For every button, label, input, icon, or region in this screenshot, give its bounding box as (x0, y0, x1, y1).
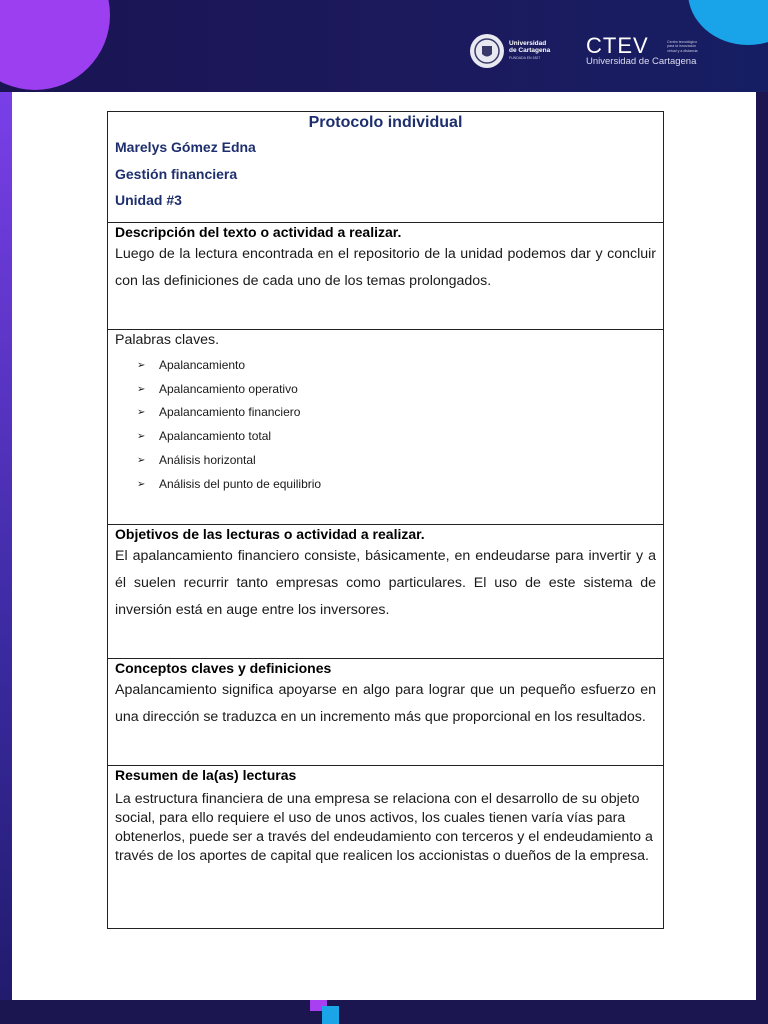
description-section (108, 223, 664, 330)
description-title: Descripción del texto o actividad a realizar. (115, 224, 402, 240)
unit-label: Unidad #3 (115, 192, 182, 208)
university-logo (470, 32, 550, 70)
university-name-line2: de Cartagena (509, 47, 551, 55)
purple-shape (0, 0, 110, 90)
keywords-list (115, 354, 656, 496)
protocol-table (107, 111, 664, 929)
concepts-title: Conceptos claves y definiciones (115, 660, 332, 676)
university-founded: FUNDADA EN 1827 (509, 55, 541, 60)
ctev-wordmark: CTEV (586, 33, 649, 58)
keyword-item: ➢ Apalancamiento (137, 354, 656, 378)
keywords-title: Palabras claves. (115, 332, 220, 348)
course-name: Gestión financiera (115, 165, 238, 182)
objectives-text: El apalancamiento financiero consiste, básicamente, en endeudarse para invertir y a él suelen recurrir tanto empresas como particulares. El uso de este sistema de inversión está en auge entre los inversores. (115, 548, 656, 618)
right-border (756, 92, 768, 1024)
ctev-side-text: Centro tecnológico para la innovación virtual y a distancia (667, 40, 698, 53)
keywords-section (108, 330, 664, 525)
keyword-item: ➢ Apalancamiento total (137, 425, 656, 449)
footer-band (0, 1000, 768, 1024)
protocol-header-cell (108, 112, 664, 223)
blue-shape (688, 0, 768, 45)
left-border (0, 92, 12, 1024)
concepts-text: Apalancamiento significa apoyarse en algo para lograr que un pequeño esfuerzo en una dirección se traduzca en un incremento más que proporcional en los resultados. (115, 682, 656, 725)
summary-title: Resumen de la(as) lecturas (115, 767, 297, 783)
objectives-section (108, 525, 664, 659)
summary-text: La estructura financiera de una empresa se relaciona con el desarrollo de su objeto social, para ello requiere el uso de unos activos, los cuales tienen varía vías para obtenerlos, puede ser a través del endeudamiento con terceros y el endeudamiento a través de los aportes de capital que realicen los accionistas o dueños de la empresa. (115, 791, 653, 864)
university-seal-icon (470, 34, 504, 68)
ctev-subtitle: Universidad de Cartagena (586, 56, 697, 67)
keyword-item: ➢ Apalancamiento financiero (137, 401, 656, 425)
university-name-line1: Universidad (509, 39, 547, 47)
description-text: Luego de la lectura encontrada en el repositorio de la unidad podemos dar y concluir con las definiciones de cada uno de los temas prolongados. (115, 246, 656, 289)
protocol-title: Protocolo individual (308, 114, 463, 131)
keyword-item: ➢ Apalancamiento operativo (137, 378, 656, 402)
student-name: Marelys Gómez Edna (115, 139, 256, 155)
keyword-item: ➢ Análisis del punto de equilibrio (137, 473, 656, 497)
concepts-section (108, 659, 664, 766)
objectives-title: Objetivos de las lecturas o actividad a realizar. (115, 526, 425, 542)
blue-square-decoration (322, 1006, 339, 1024)
keyword-item: ➢ Análisis horizontal (137, 449, 656, 473)
summary-section (108, 766, 664, 929)
